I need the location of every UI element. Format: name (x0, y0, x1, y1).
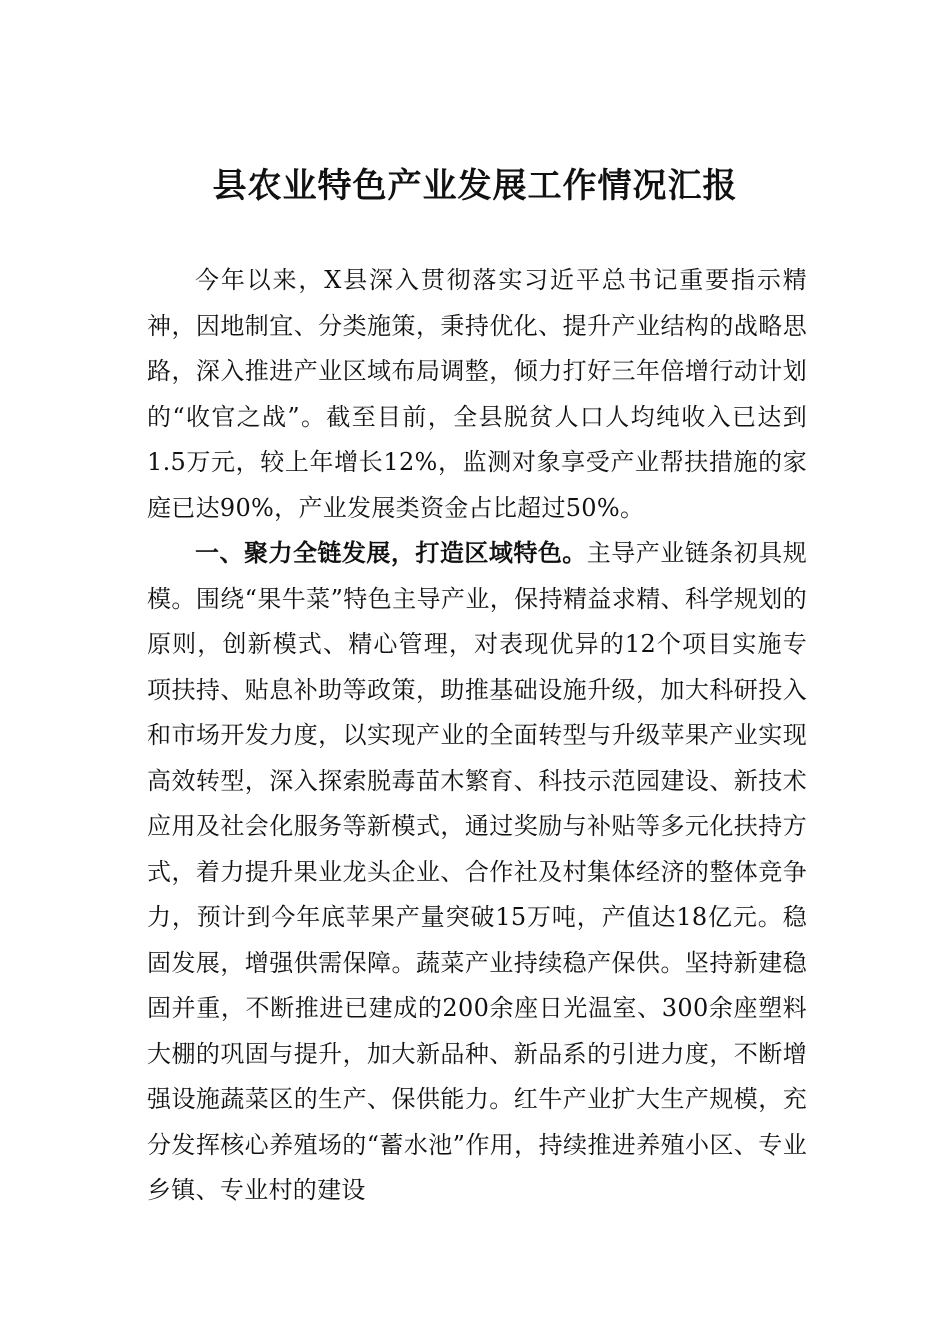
section-one-paragraph (147, 531, 807, 1214)
section-one-heading: 一、聚力全链发展，打造区域特色。 (195, 539, 587, 567)
section-one-text: 主导产业链条初具规模。围绕“果牛菜”特色主导产业，保持精益求精、科学规划的原则，创新模式、精心管理，对表现优异的12个项目实施专项扶持、贴息补助等政策，助推基础设施升级，加大科研投入和市场开发力度，以实现产业的全面转型与升级苹果产业实现高效转型，深入探索脱毒苗木繁育、科技示范园建设、新技术应用及社会化服务等新模式，通过奖励与补贴等多元化扶持方式，着力提升果业龙头企业、合作社及村集体经济的整体竞争力，预计到今年底苹果产量突破15万吨，产值达18亿元。稳固发展，增强供需保障。蔬菜产业持续稳产保供。坚持新建稳固并重，不断推进已建成的200余座日光温室、300余座塑料大棚的巩固与提升，加大新品种、新品系的引进力度，不断增强设施蔬菜区的生产、保供能力。红牛产业扩大生产规模，充分发挥核心养殖场的“蓄水池”作用，持续推进养殖小区、专业乡镇、专业村的建设 (147, 539, 807, 1204)
document-body (147, 258, 807, 1214)
document-title: 县农业特色产业发展工作情况汇报 (212, 166, 738, 206)
intro-paragraph (147, 258, 807, 531)
intro-paragraph-text: 今年以来，X县深入贯彻落实习近平总书记重要指示精神，因地制宜、分类施策，秉持优化、提升产业结构的战略思路，深入推进产业区域布局调整，倾力打好三年倍增行动计划的“收官之战”。截至目前，全县脱贫人口人均纯收入已达到1.5万元，较上年增长12%，监测对象享受产业帮扶措施的家庭已达90%，产业发展类资金占比超过50%。 (147, 266, 807, 522)
